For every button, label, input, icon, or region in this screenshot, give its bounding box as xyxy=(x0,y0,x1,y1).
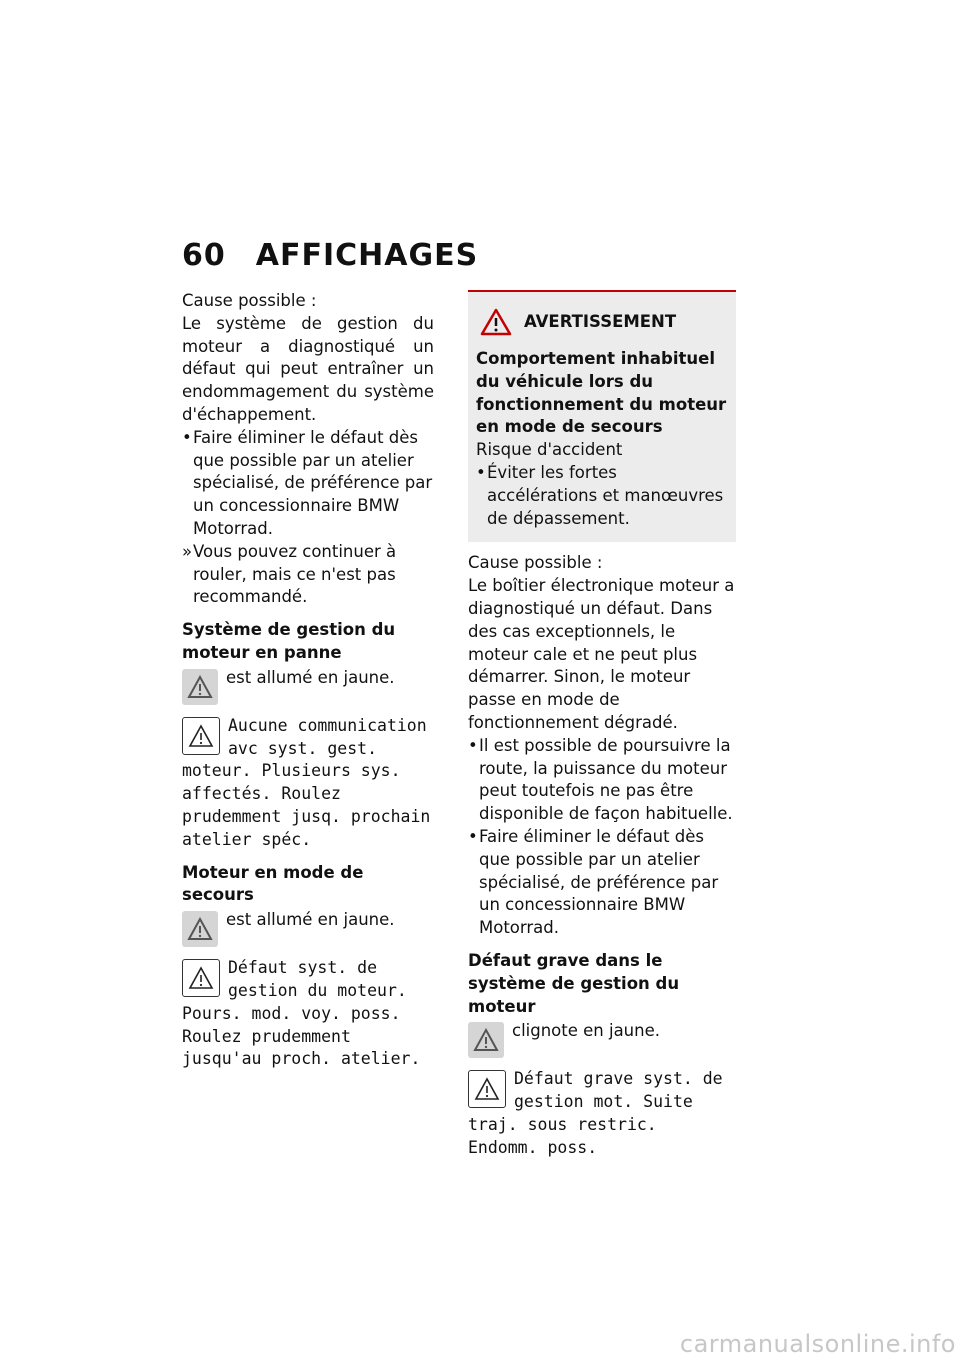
warning-risk: Risque d'accident xyxy=(476,440,623,460)
right-column xyxy=(468,290,736,1160)
display-text: Défaut grave syst. de gestion mot. Suite traj. sous restric. Endomm. poss. xyxy=(468,1069,723,1157)
display-text: Aucune communication avc syst. gest. moteur. Plusieurs sys. affectés. Roulez prudemment jusq. prochain atelier spéc. xyxy=(182,715,431,849)
left-column xyxy=(182,290,434,1071)
warning-triangle-icon xyxy=(182,717,220,755)
indicator-row xyxy=(182,909,434,947)
display-text: Défaut syst. de gestion du moteur. Pours. mod. voy. poss. Roulez prudemment jusqu'au proch. atelier. xyxy=(182,958,421,1069)
action-bullet: • Faire éliminer le défaut dès que possible par un atelier spécialisé, de préférence par un concessionnaire BMW Motorrad. xyxy=(468,826,736,940)
section-heading-limp-mode: Moteur en mode de secours xyxy=(182,862,364,905)
warning-lamp-icon xyxy=(468,1022,504,1058)
cause-label: Cause possible : xyxy=(182,291,317,310)
display-message xyxy=(182,957,434,1071)
indicator-text: est allumé en jaune. xyxy=(226,910,395,930)
info-bullet: • Il est possible de poursuivre la route, la puissance du moteur peut toutefois ne pas être disponible de façon habituelle. xyxy=(468,735,736,826)
indicator-row xyxy=(182,667,434,705)
section-heading-severe-fault: Défaut grave dans le système de gestion du moteur xyxy=(468,950,680,1016)
warning-title: AVERTISSEMENT xyxy=(476,308,728,336)
warning-lamp-icon xyxy=(182,669,218,705)
display-message xyxy=(468,1068,736,1159)
warning-triangle-icon xyxy=(468,1070,506,1108)
page-number: 60 xyxy=(182,238,226,273)
section-heading-engine-failure: Système de gestion du moteur en panne xyxy=(182,620,396,662)
indicator-row xyxy=(468,1020,736,1058)
watermark: carmanualsonline.info xyxy=(679,1330,956,1358)
warning-subject: Comportement inhabituel du véhicule lors du fonctionnement du moteur en mode de secours xyxy=(476,349,727,437)
action-bullet: • Faire éliminer le défaut dès que possible par un atelier spécialisé, de préférence par un concessionnaire BMW Motorrad. xyxy=(182,427,434,541)
indicator-text: est allumé en jaune. xyxy=(226,667,395,687)
result-item: » Vous pouvez continuer à rouler, mais ce n'est pas recommandé. xyxy=(182,541,434,609)
page-title: AFFICHAGES xyxy=(255,238,479,273)
display-message xyxy=(182,715,434,852)
warning-triangle-icon xyxy=(182,959,220,997)
page-header xyxy=(182,238,478,273)
warning-lamp-icon xyxy=(182,911,218,947)
warning-triangle-icon xyxy=(480,308,512,336)
warning-bullet: • Éviter les fortes accélérations et manœuvres de dépassement. xyxy=(476,462,728,530)
cause-label: Cause possible : xyxy=(468,553,603,573)
cause-text: Le système de gestion du moteur a diagnostiqué un défaut qui peut entraîner un endommagement du système d'échappement. xyxy=(182,313,434,424)
indicator-text: clignote en jaune. xyxy=(512,1021,660,1041)
warning-box xyxy=(468,290,736,542)
cause-text: Le boîtier électronique moteur a diagnostiqué un défaut. Dans des cas exceptionnels, le moteur cale et ne peut plus démarrer. Sinon, le moteur passe en mode de fonctionnement dégradé. xyxy=(468,576,735,732)
